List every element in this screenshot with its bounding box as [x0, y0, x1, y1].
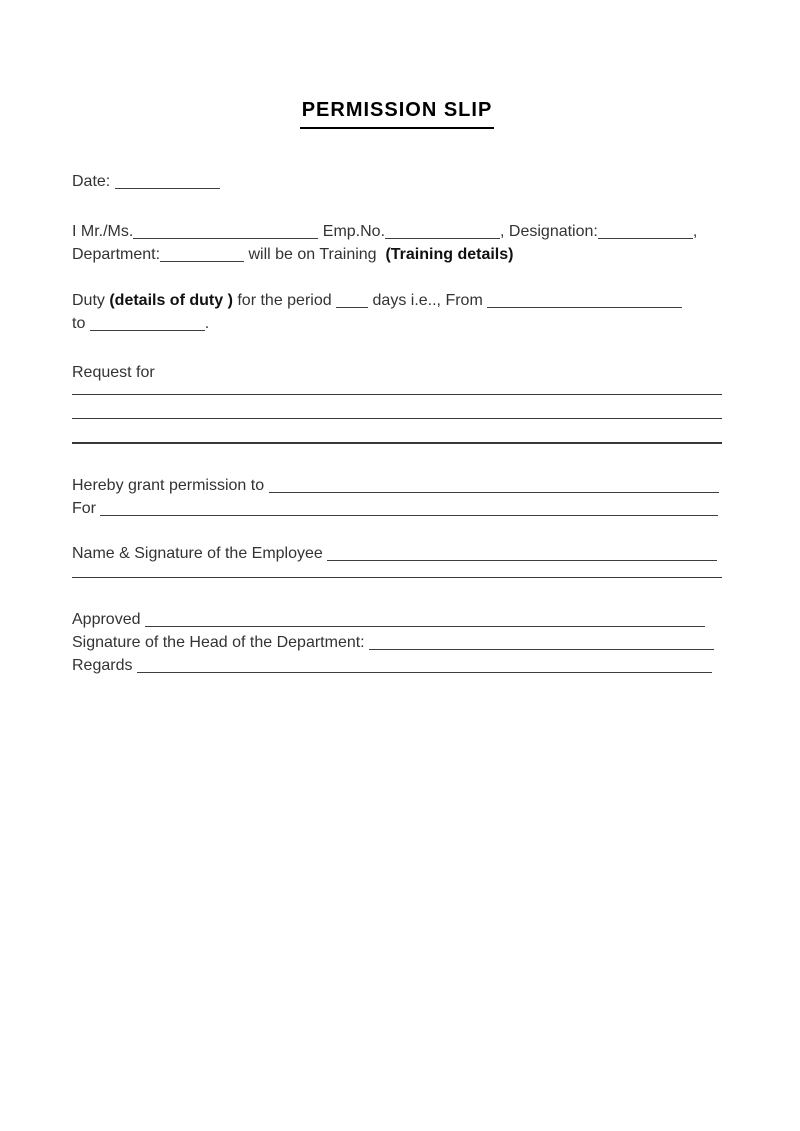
regards-label: Regards — [72, 657, 137, 674]
blank-line — [72, 565, 722, 578]
title-row — [72, 96, 722, 129]
employee-signature-line — [72, 542, 722, 565]
employee-signature-label: Name & Signature of the Employee — [72, 545, 328, 562]
approved-blank — [145, 610, 705, 627]
head-signature-line — [72, 631, 722, 654]
to-label: to — [72, 315, 90, 332]
intro-line-1 — [72, 220, 722, 243]
head-signature-blank — [369, 633, 714, 650]
from-date-blank — [487, 291, 682, 308]
emp-no-label: Emp.No. — [318, 223, 386, 240]
approval-block — [72, 608, 722, 677]
employee-signature-block — [72, 542, 722, 578]
for-label: For — [72, 500, 101, 517]
duty-period: . — [204, 315, 210, 332]
intro-name-label: I Mr./Ms. — [72, 223, 134, 240]
department-label: Department: — [72, 246, 161, 263]
regards-line — [72, 654, 722, 677]
employee-name-blank — [133, 222, 318, 239]
request-for-label: Request for — [72, 364, 155, 381]
intro-line-2 — [72, 243, 722, 266]
date-blank — [115, 172, 220, 189]
document-title: PERMISSION SLIP — [300, 96, 495, 129]
training-text: will be on Training — [244, 246, 386, 263]
period-text: for the period — [232, 292, 337, 309]
regards-blank — [137, 656, 712, 673]
grant-line-1 — [72, 474, 722, 497]
training-details-bold: (Training details) — [385, 246, 514, 263]
blank-line — [72, 395, 722, 419]
date-label: Date: — [72, 173, 115, 190]
date-line — [72, 170, 722, 193]
from-text: days i.e.., From — [368, 292, 488, 309]
head-signature-label: Signature of the Head of the Department: — [72, 634, 370, 651]
duty-line-2 — [72, 312, 722, 335]
duty-details-bold: (details of duty ) — [109, 292, 233, 309]
grant-paragraph — [72, 474, 722, 520]
duty-line-1 — [72, 289, 722, 312]
approved-line — [72, 608, 722, 631]
designation-blank — [598, 222, 693, 239]
period-days-blank — [336, 291, 368, 308]
permission-for-blank — [100, 499, 718, 516]
duty-label: Duty — [72, 292, 110, 309]
intro-paragraph — [72, 220, 722, 266]
department-blank — [160, 245, 244, 262]
permission-to-blank — [269, 476, 719, 493]
to-date-blank — [90, 314, 205, 331]
employee-signature-blank — [327, 544, 717, 561]
grant-line-2 — [72, 497, 722, 520]
duty-paragraph — [72, 289, 722, 335]
designation-label: , Designation: — [500, 223, 598, 240]
blank-line — [72, 384, 722, 395]
request-lines — [72, 384, 722, 444]
emp-no-blank — [385, 222, 500, 239]
approved-label: Approved — [72, 611, 145, 628]
intro-comma: , — [692, 223, 698, 240]
blank-line — [72, 419, 722, 444]
grant-permission-label: Hereby grant permission to — [72, 477, 269, 494]
